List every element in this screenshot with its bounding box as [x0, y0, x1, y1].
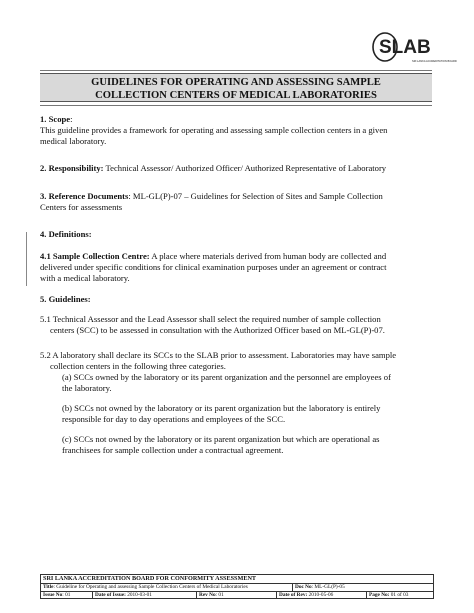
- footer-rev-label: Rev No: [199, 591, 216, 598]
- guidelines-heading: 5. Guidelines:: [40, 294, 91, 304]
- footer-doc-value: : ML-GL(P)-05: [311, 584, 345, 590]
- footer-issue-label: Issue No: [43, 591, 63, 598]
- definition-4-1-text-3: with a medical laboratory.: [40, 273, 130, 283]
- footer-page-label: Page No:: [369, 591, 390, 598]
- footer-title-value: : Guideline for Operating and assessing Sample Collection Centers of Medical Laboratories: [53, 584, 248, 590]
- footer-page-cell: [367, 592, 431, 599]
- title-line-2: COLLECTION CENTERS OF MEDICAL LABORATORIES: [95, 90, 377, 101]
- definition-4-1-text-1: A place where materials derived from human body are collected and: [149, 251, 387, 261]
- footer-title-label: Title: [43, 584, 54, 590]
- footer-date-rev-value: 2010-05-06: [307, 591, 334, 598]
- definition-4-1: [40, 251, 386, 262]
- responsibility-heading: 2. Responsibility:: [40, 163, 104, 173]
- footer-row-title: [41, 584, 433, 592]
- category-a-line-1: (a) SCCs owned by the laboratory or its parent organization and the personnel are employees of: [62, 372, 391, 382]
- footer-date-rev-cell: [277, 592, 367, 599]
- footer-doc-label: Doc No: [295, 584, 312, 590]
- document-title: [40, 73, 432, 102]
- scope-heading: 1. Scope: [40, 114, 71, 124]
- logo-subtext: SRI LANKA ACCREDITATION BOARD: [412, 60, 457, 63]
- footer-date-issue-cell: [93, 592, 197, 599]
- guideline-5-2-line-1: 5.2 A laboratory shall declare its SCCs to the SLAB prior to assessment. Laboratories may have sample: [40, 350, 397, 360]
- references-heading: 3. Reference Documents: [40, 191, 129, 201]
- guideline-5-1-line-1: 5.1 Technical Assessor and the Lead Assessor shall select the required number of sample collection: [40, 314, 381, 324]
- title-rule-top: [40, 70, 432, 71]
- responsibility-section: [40, 163, 386, 174]
- footer-issue-value: : 01: [62, 591, 71, 598]
- definition-4-1-text-2: delivered under specific conditions for clinical examination purposes under an agreement or contract: [40, 262, 387, 272]
- references-text-2: Centers for assessments: [40, 202, 123, 212]
- definition-4-1-heading: 4.1 Sample Collection Centre:: [40, 251, 150, 261]
- footer-rev-cell: [197, 592, 277, 599]
- title-line-1: GUIDELINES FOR OPERATING AND ASSESSING SAMPLE: [91, 77, 381, 88]
- footer-row-meta: [41, 592, 433, 599]
- guideline-5-2-line-2: collection centers in the following three categories.: [50, 361, 226, 371]
- scope-section: 1. Scope:: [40, 114, 73, 124]
- footer-date-rev-label: Date of Rev:: [279, 591, 308, 598]
- footer-title-cell: [41, 584, 293, 591]
- category-b-line-1: (b) SCCs not owned by the laboratory or its parent organization but the laboratory is entirely: [62, 403, 381, 413]
- scope-text-2: medical laboratory.: [40, 136, 107, 146]
- definitions-heading: 4. Definitions:: [40, 229, 92, 239]
- document-footer: [40, 574, 434, 599]
- slab-logo: [372, 30, 457, 66]
- revision-bar: [26, 232, 27, 286]
- guideline-5-1-line-2: centers (SCC) to be assessed in consultation with the Authorized Officer based on ML-GL(P)-07.: [50, 325, 385, 335]
- scope-text-1: This guideline provides a framework for operating and assessing sample collection centers in a given: [40, 125, 388, 135]
- footer-page-value: 01 of 03: [389, 591, 409, 598]
- footer-doc-cell: [293, 584, 431, 591]
- category-c-line-2: franchisees for sample collection under a contractual agreement.: [62, 445, 284, 455]
- category-a-line-2: the laboratory.: [62, 383, 112, 393]
- footer-org: SRI LANKA ACCREDITATION BOARD FOR CONFORMITY ASSESSMENT: [41, 575, 433, 584]
- footer-date-issue-label: Date of Issue:: [95, 591, 126, 598]
- title-rule-bottom: [40, 105, 432, 106]
- references-text-1: : ML-GL(P)-07 – Guidelines for Selection of Sites and Sample Collection: [128, 191, 383, 201]
- footer-issue-cell: [41, 592, 93, 599]
- footer-date-issue-value: 2010-03-01: [125, 591, 152, 598]
- references-section: [40, 191, 383, 202]
- responsibility-text: Technical Assessor/ Authorized Officer/ Authorized Representative of Laboratory: [103, 163, 387, 173]
- category-b-line-2: responsible for day to day operations and employees of the SCC.: [62, 414, 286, 424]
- footer-rev-value: : 01: [215, 591, 224, 598]
- category-c-line-1: (c) SCCs not owned by the laboratory or its parent organization but which are operational as: [62, 434, 380, 444]
- logo-text: SLAB: [379, 37, 431, 58]
